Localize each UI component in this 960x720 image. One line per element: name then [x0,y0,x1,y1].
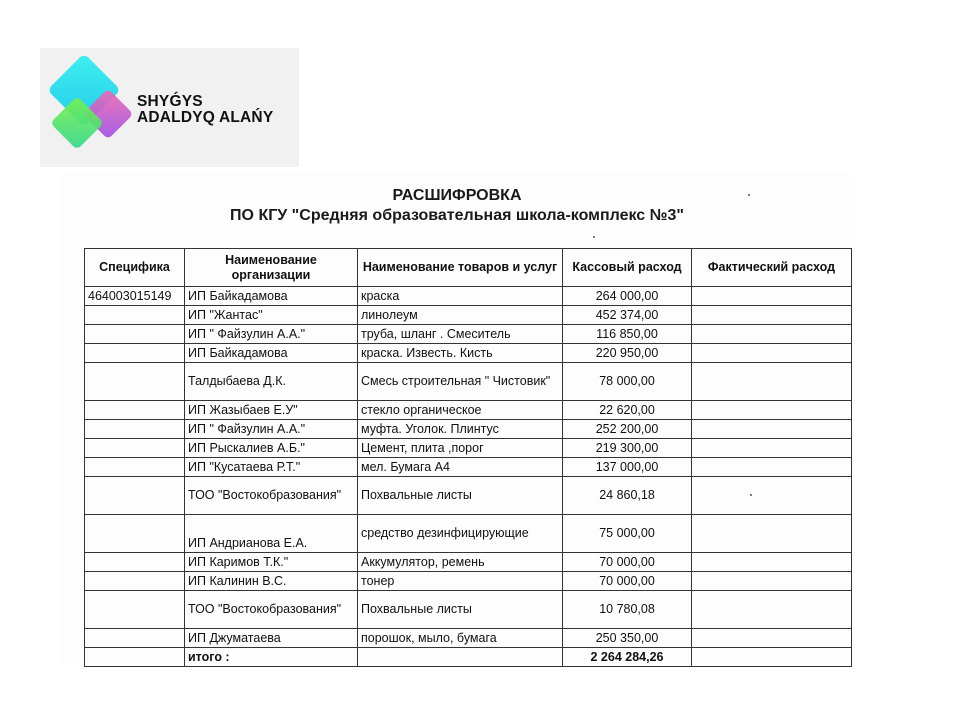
goods-cell: Цемент, плита ,порог [358,439,563,458]
cash-cell: 220 950,00 [563,344,692,363]
header-goods: Наименование товаров и услуг [358,249,563,287]
scan-speck [593,236,595,238]
table-row [85,629,852,648]
fact-cell [692,287,852,306]
goods-cell: краска [358,287,563,306]
table-row [85,439,852,458]
goods-cell: стекло органическое [358,401,563,420]
table-row [85,553,852,572]
goods-cell: линолеум [358,306,563,325]
header-org: Наименование организации [185,249,358,287]
spec-cell [85,439,185,458]
org-cell: ИП Жазыбаев Е.У" [185,401,358,420]
table-row [85,344,852,363]
total-amount: 2 264 284,26 [563,648,692,667]
spec-cell: 464003015149 [85,287,185,306]
goods-cell: средство дезинфицирующие [358,515,563,553]
fact-cell [692,591,852,629]
logo-line-2: ADALDYQ ALAŃY [137,109,274,126]
total-label: итого : [185,648,358,667]
fact-cell [692,306,852,325]
cash-cell: 75 000,00 [563,515,692,553]
table-row [85,325,852,344]
table-header-row [85,249,852,287]
table-row [85,515,852,553]
table-row [85,287,852,306]
table-row [85,477,852,515]
goods-cell: Похвальные листы [358,477,563,515]
total-goods-cell [358,648,563,667]
cash-cell: 22 620,00 [563,401,692,420]
spec-cell [85,325,185,344]
fact-cell [692,477,852,515]
cash-cell: 70 000,00 [563,572,692,591]
header-fact: Фактический расход [692,249,852,287]
logo-line-1: SHYǴYS [137,93,203,110]
cash-cell: 452 374,00 [563,306,692,325]
fact-cell [692,515,852,553]
header-spec: Специфика [85,249,185,287]
spec-cell [85,458,185,477]
table-row [85,306,852,325]
fact-cell [692,344,852,363]
logo-text [137,94,273,126]
goods-cell: Смесь строительная " Чистовик" [358,363,563,401]
table-row [85,572,852,591]
spec-cell [85,344,185,363]
org-cell: ИП " Файзулин А.А." [185,325,358,344]
spec-cell [85,401,185,420]
document-title: РАСШИФРОВКА [392,187,522,204]
fact-cell [692,325,852,344]
total-spec-cell [85,648,185,667]
org-cell: ИП Байкадамова [185,344,358,363]
cash-cell: 24 860,18 [563,477,692,515]
org-cell: ТОО "Востокобразования" [185,591,358,629]
spec-cell [85,420,185,439]
spec-cell [85,553,185,572]
cash-cell: 219 300,00 [563,439,692,458]
spec-cell [85,363,185,401]
table-row [85,420,852,439]
org-cell: ИП Джуматаева [185,629,358,648]
cash-cell: 264 000,00 [563,287,692,306]
total-fact-cell [692,648,852,667]
cash-cell: 10 780,08 [563,591,692,629]
cash-cell: 252 200,00 [563,420,692,439]
fact-cell [692,420,852,439]
total-row [85,648,852,667]
document-scan [62,174,852,664]
spec-cell [85,515,185,553]
org-cell: Талдыбаева Д.К. [185,363,358,401]
table-row [85,591,852,629]
table-row [85,401,852,420]
fact-cell [692,572,852,591]
spec-cell [85,306,185,325]
fact-cell [692,458,852,477]
cash-cell: 137 000,00 [563,458,692,477]
org-cell: ИП Андрианова Е.А. [185,515,358,553]
goods-cell: муфта. Уголок. Плинтус [358,420,563,439]
org-cell: ИП Каримов Т.К." [185,553,358,572]
document-subtitle: ПО КГУ "Средняя образовательная школа-комплекс №3" [230,207,684,224]
org-cell: ИП "Жантас" [185,306,358,325]
goods-cell: порошок, мыло, бумага [358,629,563,648]
fact-cell [692,439,852,458]
goods-cell: труба, шланг . Смеситель [358,325,563,344]
fact-cell [692,553,852,572]
header-cash: Кассовый расход [563,249,692,287]
org-cell: ИП Калинин В.С. [185,572,358,591]
cash-cell: 78 000,00 [563,363,692,401]
fact-cell [692,629,852,648]
org-cell: ТОО "Востокобразования" [185,477,358,515]
org-cell: ИП Рыскалиев А.Б." [185,439,358,458]
expense-table [84,248,852,667]
table-row [85,363,852,401]
spec-cell [85,591,185,629]
cash-cell: 250 350,00 [563,629,692,648]
logo [40,48,299,167]
cash-cell: 70 000,00 [563,553,692,572]
spec-cell [85,477,185,515]
goods-cell: краска. Известь. Кисть [358,344,563,363]
spec-cell [85,629,185,648]
table-row [85,458,852,477]
org-cell: ИП Байкадамова [185,287,358,306]
goods-cell: тонер [358,572,563,591]
org-cell: ИП " Файзулин А.А." [185,420,358,439]
cash-cell: 116 850,00 [563,325,692,344]
goods-cell: Аккумулятор, ремень [358,553,563,572]
scan-speck [748,194,750,196]
goods-cell: мел. Бумага А4 [358,458,563,477]
fact-cell [692,363,852,401]
logo-mark-icon [48,56,138,156]
spec-cell [85,572,185,591]
org-cell: ИП "Кусатаева Р.Т." [185,458,358,477]
goods-cell: Похвальные листы [358,591,563,629]
fact-cell [692,401,852,420]
